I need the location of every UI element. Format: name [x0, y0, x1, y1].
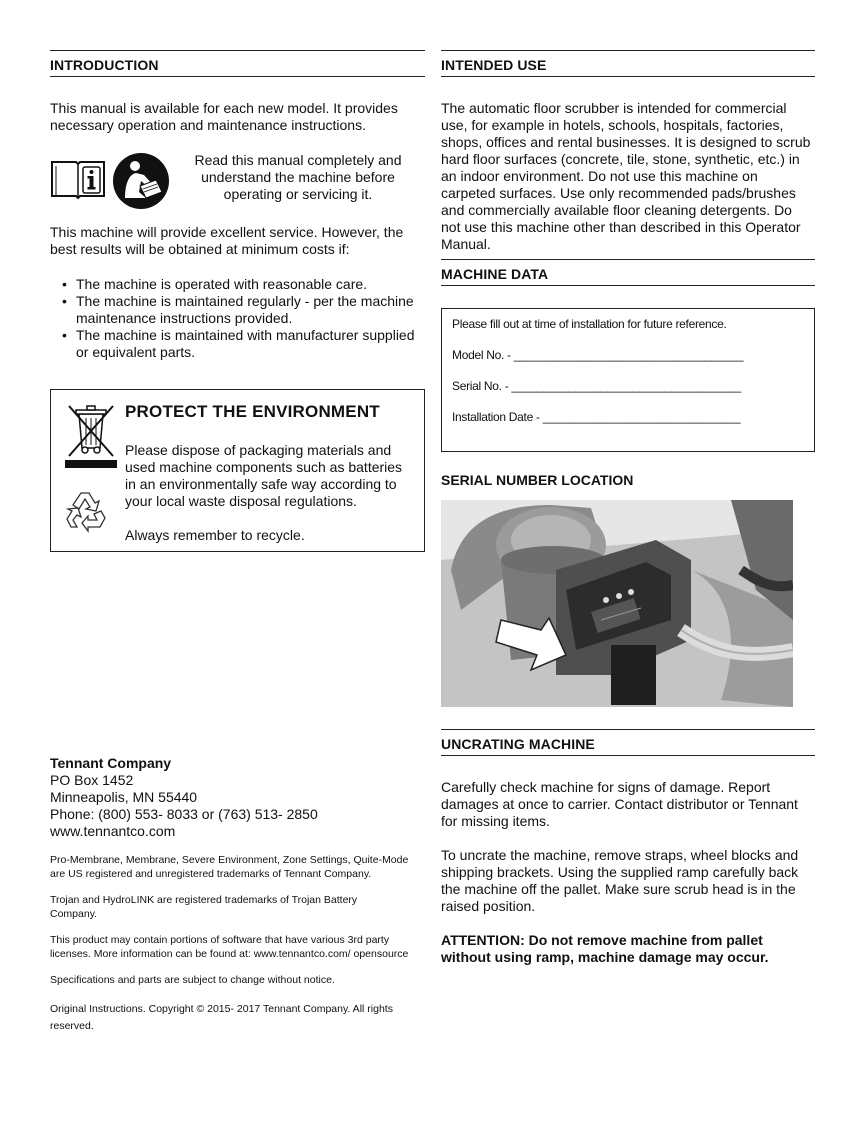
- read-manual-icon: [112, 152, 170, 210]
- trademark-notice-1: Pro-Membrane, Membrane, Severe Environment, Zone Settings, Quite-Mode are US registered and unregistered trademarks of Tennant Company.: [50, 854, 409, 880]
- intended-use-heading: INTENDED USE: [441, 50, 815, 77]
- uncrating-paragraph-2: To uncrate the machine, remove straps, wheel blocks and shipping brackets. Using the supplied ramp carefully back the machine off the pallet. Make sure scrub head is in the raised position.: [441, 847, 799, 914]
- recycle-icon: [63, 487, 113, 535]
- specifications-notice: Specifications and parts are subject to change without notice.: [50, 974, 335, 986]
- installation-date-field[interactable]: Installation Date - _______________________________: [452, 410, 741, 424]
- environment-text-block: [125, 400, 414, 541]
- environment-icons: [63, 400, 119, 541]
- company-info: [50, 755, 425, 1035]
- copyright-notice: Original Instructions. Copyright © 2015- 2017 Tennant Company. All rights reserved.: [50, 1002, 393, 1032]
- list-item: • The machine is maintained with manufacturer supplied or equivalent parts.: [50, 327, 425, 361]
- left-column: [50, 50, 425, 552]
- machine-data-note: Please fill out at time of installation for future reference.: [452, 317, 727, 331]
- uncrating-heading: UNCRATING MACHINE: [441, 729, 815, 756]
- manual-info-icon: [50, 158, 106, 200]
- disposal-text: Please dispose of packaging materials and used machine components such as batteries in an environmentally safe way according to your local waste disposal regulations.: [125, 442, 403, 509]
- serial-number-field[interactable]: Serial No. - ____________________________________: [452, 379, 741, 393]
- machine-data-heading: MACHINE DATA: [441, 259, 815, 286]
- company-city: Minneapolis, MN 55440: [50, 789, 198, 805]
- software-notice: This product may contain portions of software that have various 3rd party licenses. More information can be found at: www.tennantco.com/ opensource: [50, 934, 409, 960]
- protect-environment-box: [50, 389, 425, 552]
- machine-data-box: [441, 308, 815, 452]
- care-bullet-list: [50, 276, 425, 361]
- company-website[interactable]: www.tennantco.com: [50, 823, 176, 839]
- intended-use-text: The automatic floor scrubber is intended for commercial use, for example in hotels, schools, hospitals, factories, shops, offices and rental businesses. It is designed to scrub hard floor surfaces (concrete, tile, stone, synthetic, etc.) in an indoor environment. Do not use this machine on carpeted surfaces. Use only recommended pads/brushes and commercially available floor cleaning detergents. Do not use this machine other than described in this Operator Manual.: [441, 100, 811, 252]
- serial-location-heading: SERIAL NUMBER LOCATION: [441, 472, 634, 488]
- machine-photo-illustration: [441, 500, 793, 707]
- model-number-field[interactable]: Model No. - ____________________________________: [452, 348, 744, 362]
- serial-location-photo: [441, 500, 793, 707]
- company-phone: Phone: (800) 553- 8033 or (763) 513- 2850: [50, 806, 318, 822]
- company-po-box: PO Box 1452: [50, 772, 134, 788]
- manual-icons-row: [50, 152, 425, 210]
- recycle-reminder: Always remember to recycle.: [125, 527, 305, 543]
- service-paragraph: This machine will provide excellent service. However, the best results will be obtained at minimum costs if:: [50, 224, 404, 257]
- uncrating-attention: ATTENTION: Do not remove machine from pallet without using ramp, machine damage may occur.: [441, 932, 769, 965]
- trademark-notice-2: Trojan and HydroLINK are registered trademarks of Trojan Battery Company.: [50, 894, 358, 920]
- list-item: • The machine is maintained regularly - per the machine maintenance instructions provided.: [50, 293, 425, 327]
- uncrating-paragraph-1: Carefully check machine for signs of damage. Report damages at once to carrier. Contact distributor or Tennant for missing items.: [441, 779, 798, 829]
- list-item: • The machine is operated with reasonable care.: [50, 276, 425, 293]
- introduction-heading: INTRODUCTION: [50, 50, 425, 77]
- protect-environment-title: PROTECT THE ENVIRONMENT: [125, 402, 380, 421]
- right-column: [441, 50, 815, 966]
- introduction-paragraph: This manual is available for each new model. It provides necessary operation and maintenance instructions.: [50, 100, 398, 133]
- crossed-bin-icon: [63, 400, 119, 470]
- read-manual-text: Read this manual completely and understand the machine before operating or servicing it.: [194, 152, 402, 202]
- company-name: Tennant Company: [50, 755, 172, 771]
